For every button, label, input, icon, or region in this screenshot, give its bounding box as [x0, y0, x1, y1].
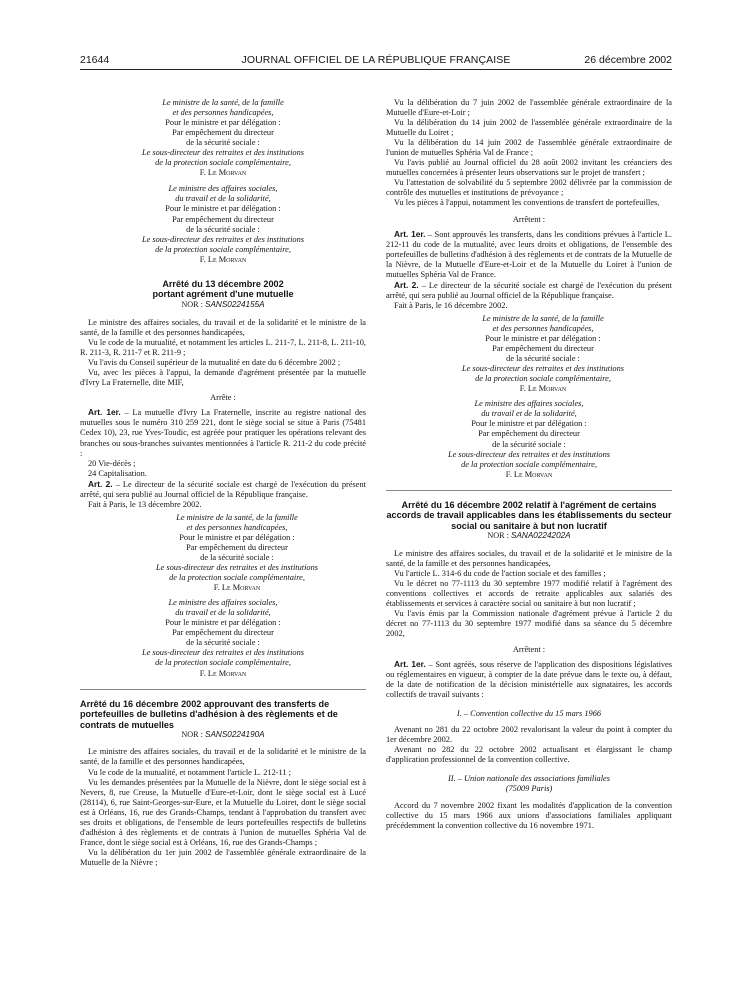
signatory-name: F. Le Morvan — [199, 168, 247, 178]
fait-a-paris: Fait à Paris, le 13 décembre 2002. — [88, 499, 202, 509]
arrete-keyword: Arrête : — [210, 393, 236, 403]
paragraph: Le ministre des affaires sociales, du travail et de la solidarité et le ministre de la santé, de la famille et des personnes handicapées, — [386, 548, 672, 568]
signatory-name: F. Le Morvan — [519, 384, 567, 394]
signature-line: Le sous-directeur des retraites et des institutions — [155, 563, 319, 573]
article-label: Art. 1er. — [394, 658, 426, 669]
header-rule — [80, 69, 672, 70]
signature-line: Par empêchement du directeur — [478, 429, 580, 439]
article-label: Art. 2. — [88, 478, 113, 489]
signature-line: Par empêchement du directeur — [172, 628, 274, 638]
signature-line: et des personnes handicapées, — [492, 323, 594, 333]
signature-block — [386, 399, 672, 479]
article — [386, 229, 672, 280]
paragraph: Vu la délibération du 7 juin 2002 de l'assemblée générale extraordinaire de la Mutuelle d'Eure-et-Loir ; — [386, 98, 672, 118]
section-separator — [386, 490, 672, 492]
signature-line: du travail et de la solidarité, — [175, 194, 271, 204]
signature-block — [80, 184, 366, 264]
signature-line: Pour le ministre et par délégation : — [179, 532, 295, 542]
article-text: – La mutuelle d'Ivry La Fraternelle, inscrite au registre national des mutuelles sous le numéro 310 259 221, dont le siège social se situe à Paris (75481 Cedex 10), 23, rue Yves-Toudic, est agréée pour pratiquer les opérations relevant des branches ou sous-branches suivantes mentionnées à l'article R. 211-2 du code précité : — [80, 408, 366, 458]
article-text: – Le directeur de la sécurité sociale est chargé de l'exécution du présent arrêté, qui sera publié au Journal officiel de la République française. — [80, 479, 366, 499]
branch-item: 20 Vie-décès ; — [88, 458, 136, 468]
article — [386, 659, 672, 700]
paragraph: Accord du 7 novembre 2002 fixant les modalités d'application de la convention collective du 15 mars 1966 aux unions d'associations familiales appliquant précédemment la convention collective du 16 novembre 1971. — [386, 800, 672, 830]
nor-reference — [80, 300, 366, 310]
section-separator — [80, 689, 366, 691]
signature-line: Pour le ministre et par délégation : — [165, 118, 281, 128]
signature-line: Pour le ministre et par délégation : — [165, 204, 281, 214]
signature-line: de la sécurité sociale : — [186, 638, 260, 648]
nor-label: NOR : — [181, 730, 203, 740]
convention-heading-line: II. – Union nationale des associations familiales — [448, 774, 610, 784]
signature-line: de la protection sociale complémentaire, — [475, 374, 611, 384]
signature-line: Le sous-directeur des retraites et des institutions — [141, 648, 305, 658]
convention-heading: I. – Convention collective du 15 mars 1966 — [456, 709, 602, 719]
signature-line: du travail et de la solidarité, — [481, 409, 577, 419]
signature-line: de la protection sociale complémentaire, — [155, 658, 291, 668]
signature-line: du travail et de la solidarité, — [175, 608, 271, 618]
paragraph: Vu l'article L. 314-6 du code de l'action sociale et des familles ; — [394, 568, 606, 578]
signature-line: de la sécurité sociale : — [186, 224, 260, 234]
signatory-name: F. Le Morvan — [213, 583, 261, 593]
article-label: Art. 2. — [394, 279, 419, 290]
signature-line: et des personnes handicapées, — [186, 522, 288, 532]
signature-line: de la protection sociale complémentaire, — [169, 573, 305, 583]
signature-line: Le ministre des affaires sociales, — [474, 399, 584, 409]
article — [80, 407, 366, 458]
page-number: 21644 — [80, 54, 110, 66]
article-text: – Le directeur de la sécurité sociale est chargé de l'exécution du présent arrêté, qui sera publié au Journal officiel de la République française. — [386, 280, 672, 300]
article-text: – Sont approuvés les transferts, dans les conditions prévues à l'article L. 212-11 du code de la mutualité, avec leurs droits et obligations, de l'ensemble des portefeuilles de bulletins d'adhésion à des règlements et de contrats de la Mutuelle de la Nièvre, de la Mutuelle d'Eure-et-Loir et de la Mutuelle du Loiret à l'union de mutuelles Sphéria Val de France. — [386, 229, 672, 279]
convention-heading-line: (75009 Paris) — [505, 784, 553, 794]
arrete-title: Arrêté du 16 décembre 2002 approuvant des transferts de portefeuilles de bulletins d'adhésion à des règlements et de contrats de mutuelles — [80, 698, 338, 730]
paragraph: Vu, avec les pièces à l'appui, la demande d'agrément présentée par la mutuelle d'Ivry La Fraternelle, dite MIF, — [80, 368, 366, 388]
signature-line: de la protection sociale complémentaire, — [155, 244, 291, 254]
signature-block — [80, 513, 366, 593]
nor-label: NOR : — [181, 299, 203, 309]
signature-line: Par empêchement du directeur — [172, 128, 274, 138]
signature-line: Le ministre de la santé, de la famille — [162, 98, 284, 107]
paragraph: Vu l'avis émis par la Commission nationale d'agrément prévue à l'article 2 du décret no 77-1113 du 30 septembre 1977 modifié dans sa séance du 5 décembre 2002, — [386, 608, 672, 638]
arrete-title — [80, 279, 366, 300]
paragraph: Vu le décret no 77-1113 du 30 septembre 1977 modifié relatif à l'agrément des conventions collectives et accords de retraite applicables aux salariés des établissements et services à caractère social ou sanitaire à but non lucratif ; — [386, 578, 672, 608]
paragraph: Vu la délibération du 14 juin 2002 de l'assemblée générale extraordinaire de l'union de mutuelles Sphéria Val de France ; — [386, 138, 672, 158]
signatory-name: F. Le Morvan — [199, 668, 247, 678]
signature-line: Le ministre des affaires sociales, — [168, 598, 278, 608]
nor-code: SANA0224202A — [511, 531, 571, 541]
signature-line: Le sous-directeur des retraites et des institutions — [141, 234, 305, 244]
signature-line: de la sécurité sociale : — [492, 439, 566, 449]
article-label: Art. 1er. — [394, 228, 426, 239]
signature-line: de la sécurité sociale : — [506, 354, 580, 364]
paragraph: Vu le code de la mutualité, et notamment l'article L. 212-11 ; — [88, 767, 291, 777]
right-column — [386, 98, 672, 831]
page-header — [80, 54, 672, 68]
signature-line: de la sécurité sociale : — [200, 553, 274, 563]
signatory-name: F. Le Morvan — [505, 469, 553, 479]
signature-line: Pour le ministre et par délégation : — [471, 419, 587, 429]
arrete-title: Arrêté du 16 décembre 2002 relatif à l'agrément de certains accords de travail applicables dans les établissements du secteur social ou sanitaire à but non lucratif — [386, 499, 672, 531]
signature-line: et des personnes handicapées, — [172, 108, 274, 118]
signature-line: Par empêchement du directeur — [492, 344, 594, 354]
paragraph: Vu la délibération du 14 juin 2002 de l'assemblée générale extraordinaire de la Mutuelle du Loiret ; — [386, 118, 672, 138]
paragraph: Vu les demandes présentées par la Mutuelle de la Nièvre, dont le siège social est à Nevers, 8, rue Creuse, la Mutuelle d'Eure-et-Loir, dont le siège social est à Lucé (28114), 6, rue Saint-Georges-sur-Eure, et la Mutuelle du Loiret, dont le siège social est à Orléans, 16, rue des Grands-Champs, tendant à l'approbation du transfert avec ses droits et obligations, de l'ensemble de leurs portefeuilles respectifs de bulletins d'adhésion à des règlements et de contrats à l'union de mutuelles Sphéria Val de France, dont le siège social est à Orléans, 16, rue des Grands-Champs ; — [80, 777, 366, 847]
paragraph: Avenant no 281 du 22 octobre 2002 revalorisant la valeur du point à compter du 1er décembre 2002. — [386, 725, 672, 745]
signature-line: Par empêchement du directeur — [172, 214, 274, 224]
signature-line: Le sous-directeur des retraites et des institutions — [141, 148, 305, 158]
arrete-keyword: Arrêtent : — [512, 214, 546, 224]
paragraph: Le ministre des affaires sociales, du travail et de la solidarité et le ministre de la santé, de la famille et des personnes handicapées, — [80, 747, 366, 767]
arrete-title-line: Arrêté du 13 décembre 2002 — [162, 278, 284, 289]
paragraph: Vu l'attestation de solvabilité du 5 septembre 2002 délivrée par la commission de contrôle des mutuelles et institutions de prévoyance ; — [386, 178, 672, 198]
signature-line: Le ministre de la santé, de la famille — [176, 512, 298, 522]
signature-line: Le sous-directeur des retraites et des institutions — [447, 449, 611, 459]
paragraph: Vu l'avis du Conseil supérieur de la mutualité en date du 6 décembre 2002 ; — [88, 358, 341, 368]
convention-heading — [386, 774, 672, 794]
signature-line: Pour le ministre et par délégation : — [485, 334, 601, 344]
nor-reference — [386, 531, 672, 541]
nor-reference — [80, 730, 366, 740]
paragraph: Vu le code de la mutualité, et notamment les articles L. 211-7, L. 211-8, L. 211-10, R. 211-3, R. 211-7 et R. 211-9 ; — [80, 338, 366, 358]
article — [80, 479, 366, 500]
arrete-keyword: Arrêtent : — [512, 644, 546, 654]
signature-line: Le ministre de la santé, de la famille — [482, 313, 604, 323]
signatory-name: F. Le Morvan — [199, 254, 247, 264]
paragraph: Vu la délibération du 1er juin 2002 de l'assemblée générale extraordinaire de la Mutuelle de la Nièvre ; — [80, 847, 366, 867]
branch-item: 24 Capitalisation. — [88, 468, 147, 478]
signature-line: de la protection sociale complémentaire, — [155, 158, 291, 168]
signature-block — [80, 98, 366, 178]
signature-line: Le sous-directeur des retraites et des institutions — [461, 364, 625, 374]
nor-code: SANS0224155A — [205, 299, 265, 309]
signature-line: Par empêchement du directeur — [186, 542, 288, 552]
signature-line: Pour le ministre et par délégation : — [165, 618, 281, 628]
fait-a-paris: Fait à Paris, le 16 décembre 2002. — [394, 300, 508, 310]
journal-title: JOURNAL OFFICIEL DE LA RÉPUBLIQUE FRANÇAISE — [241, 54, 511, 66]
signature-line: de la protection sociale complémentaire, — [461, 459, 597, 469]
nor-label: NOR : — [487, 531, 509, 541]
article-label: Art. 1er. — [88, 407, 121, 418]
paragraph: Avenant no 282 du 22 octobre 2002 actualisant et élargissant le champ d'application professionnel de la convention collective. — [386, 745, 672, 765]
signature-line: Le ministre des affaires sociales, — [168, 184, 278, 194]
article — [386, 280, 672, 301]
signature-line: de la sécurité sociale : — [186, 138, 260, 148]
signature-block — [386, 314, 672, 394]
signature-block — [80, 598, 366, 678]
paragraph: Vu l'avis publié au Journal officiel du 28 août 2002 invitant les créanciers des mutuelles concernées à présenter leurs observations sur le projet de transfert ; — [386, 158, 672, 178]
paragraph: Vu les pièces à l'appui, notamment les conventions de transfert de portefeuilles, — [394, 198, 660, 208]
left-column — [80, 98, 366, 868]
article-text: – Sont agréés, sous réserve de l'application des dispositions législatives ou réglementaires en vigueur, à compter de la date prévue dans le texte ou, à défaut, de la date de notification de la décision ministérielle aux signataires, les accords collectifs de travail suivants : — [386, 659, 673, 700]
paragraph: Le ministre des affaires sociales, du travail et de la solidarité et le ministre de la santé, de la famille et des personnes handicapées, — [80, 317, 366, 338]
arrete-title-line: portant agrément d'une mutuelle — [152, 289, 294, 300]
issue-date: 26 décembre 2002 — [584, 54, 672, 66]
nor-code: SANS0224190A — [205, 730, 265, 740]
